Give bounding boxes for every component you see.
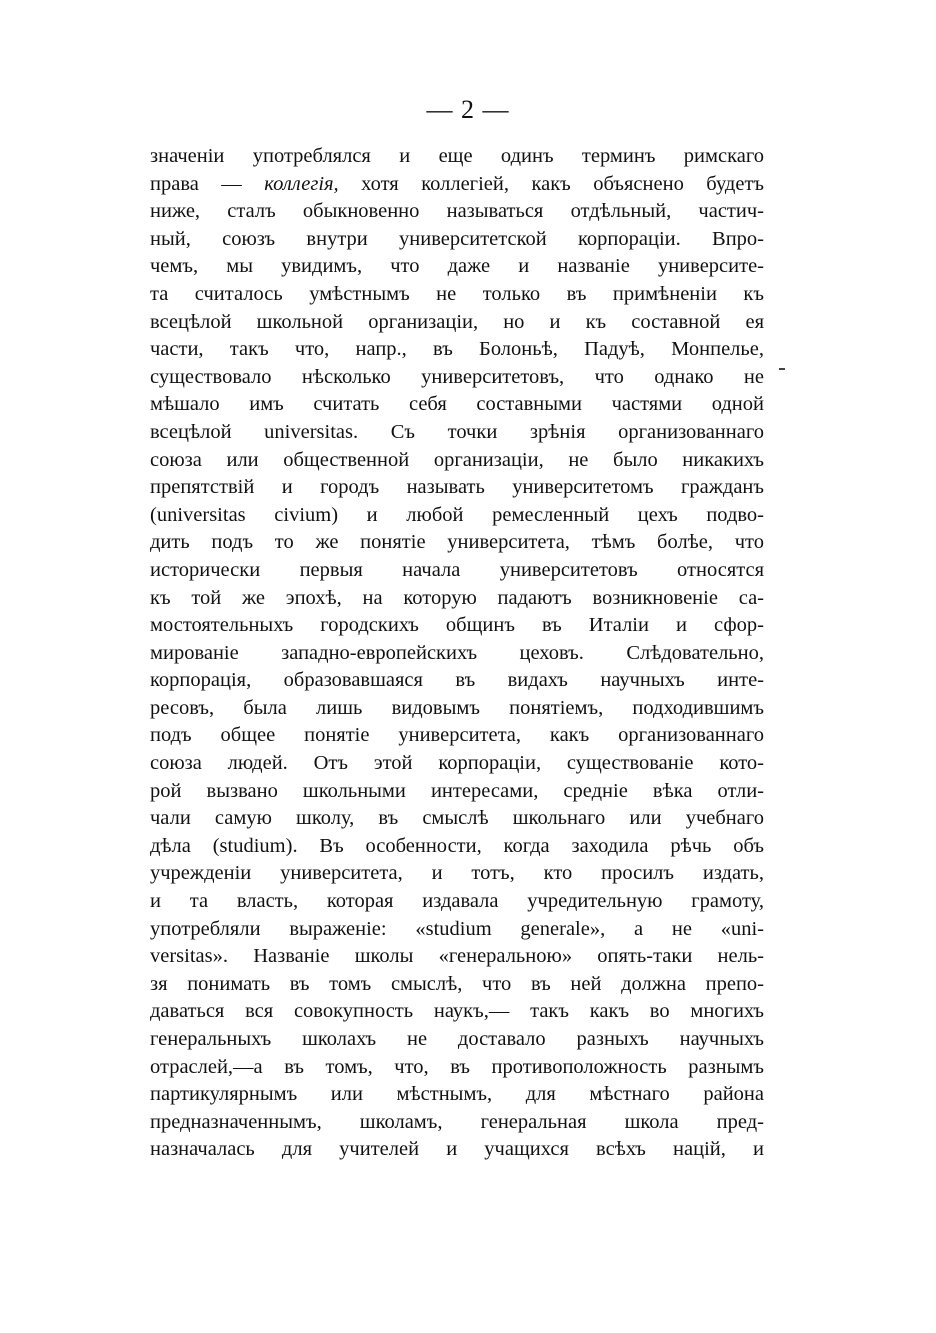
- text-line: предназначеннымъ, школамъ, генеральная школа пред-: [150, 1110, 764, 1133]
- text-line: союза людей. Отъ этой корпораціи, существованіе кото-: [150, 752, 764, 775]
- italic-term: коллегія,: [264, 172, 339, 195]
- text-line: ниже, сталъ обыкновенно называться отдѣльный, частич-: [150, 200, 764, 223]
- text-line: дить подъ то же понятіе университета, тѣмъ болѣе, что: [150, 531, 764, 554]
- text-line: всецѣлой universitas. Съ точки зрѣнія организованнаго: [150, 420, 764, 443]
- text-line: къ той же эпохѣ, на которую падаютъ возникновеніе са-: [150, 586, 764, 609]
- body-text: [150, 143, 764, 1164]
- text-line: ресовъ, была лишь видовымъ понятіемъ, подходившимъ: [150, 696, 764, 719]
- text-line: versitas». Названіе школы «генеральною» опять-таки нель-: [150, 945, 764, 968]
- text-line: препятствій и городъ называть университетомъ гражданъ: [150, 476, 764, 499]
- text-line: и та власть, которая издавала учредительную грамоту,: [150, 890, 764, 913]
- text-line: части, такъ что, напр., въ Болоньѣ, Падуѣ, Монпелье,: [150, 338, 764, 361]
- text-line: назначалась для учителей и учащихся всѣхъ націй, и: [150, 1138, 764, 1161]
- text-line: союза или общественной организаціи, не было никакихъ: [150, 448, 764, 471]
- text-line: та считалось умѣстнымъ не только въ примѣненіи къ: [150, 282, 764, 305]
- text-line: чали самую школу, въ смыслѣ школьнаго или учебнаго: [150, 807, 764, 830]
- margin-mark: [779, 368, 785, 370]
- text-line: (universitas civium) и любой ремесленный цехъ подво-: [150, 503, 764, 526]
- text-line: мостоятельныхъ городскихъ общинъ въ Италіи и сфор-: [150, 614, 764, 637]
- text-line: отраслей,—а въ томъ, что, въ противоположность разнымъ: [150, 1055, 764, 1078]
- text-line: мѣшало имъ считать себя составными частями одной: [150, 393, 764, 416]
- text-line: учрежденіи университета, и тотъ, кто просилъ издать,: [150, 862, 764, 885]
- text-line: существовало нѣсколько университетовъ, что однако не: [150, 365, 764, 388]
- text-line: партикулярнымъ или мѣстнымъ, для мѣстнаго района: [150, 1083, 764, 1106]
- text-line: права — коллегія, хотя коллегіей, какъ объяснено будетъ: [150, 172, 765, 195]
- page-number: — 2 —: [426, 95, 510, 124]
- text-line: дѣла (studium). Въ особенности, когда заходила рѣчь объ: [150, 834, 764, 857]
- text-line: чемъ, мы увидимъ, что даже и названіе университе-: [150, 255, 764, 278]
- text-line: употребляли выраженіе: «studium generale», а не «uni-: [150, 917, 764, 940]
- text-line: генеральныхъ школахъ не доставало разныхъ научныхъ: [150, 1028, 764, 1050]
- text-line: зя понимать въ томъ смыслѣ, что въ ней должна препо-: [150, 972, 764, 995]
- text-line: ный, союзъ внутри университетской корпораціи. Впро-: [150, 227, 764, 250]
- text-line: значеніи употреблялся и еще одинъ терминъ римскаго: [150, 145, 764, 167]
- text-line: рой вызвано школьными интересами, средніе вѣка отли-: [150, 779, 764, 802]
- text-line: даваться вся совокупность наукъ,— такъ какъ во многихъ: [150, 1000, 764, 1023]
- text-line: мированіе западно-европейскихъ цеховъ. Слѣдовательно,: [150, 641, 764, 664]
- text-line: исторически первыя начала университетовъ относятся: [150, 558, 764, 581]
- text-line: подъ общее понятіе университета, какъ организованнаго: [150, 724, 764, 747]
- text-line: корпорація, образовавшаяся въ видахъ научныхъ инте-: [150, 669, 764, 692]
- text-line: всецѣлой школьной организаціи, но и къ составной ея: [150, 310, 764, 333]
